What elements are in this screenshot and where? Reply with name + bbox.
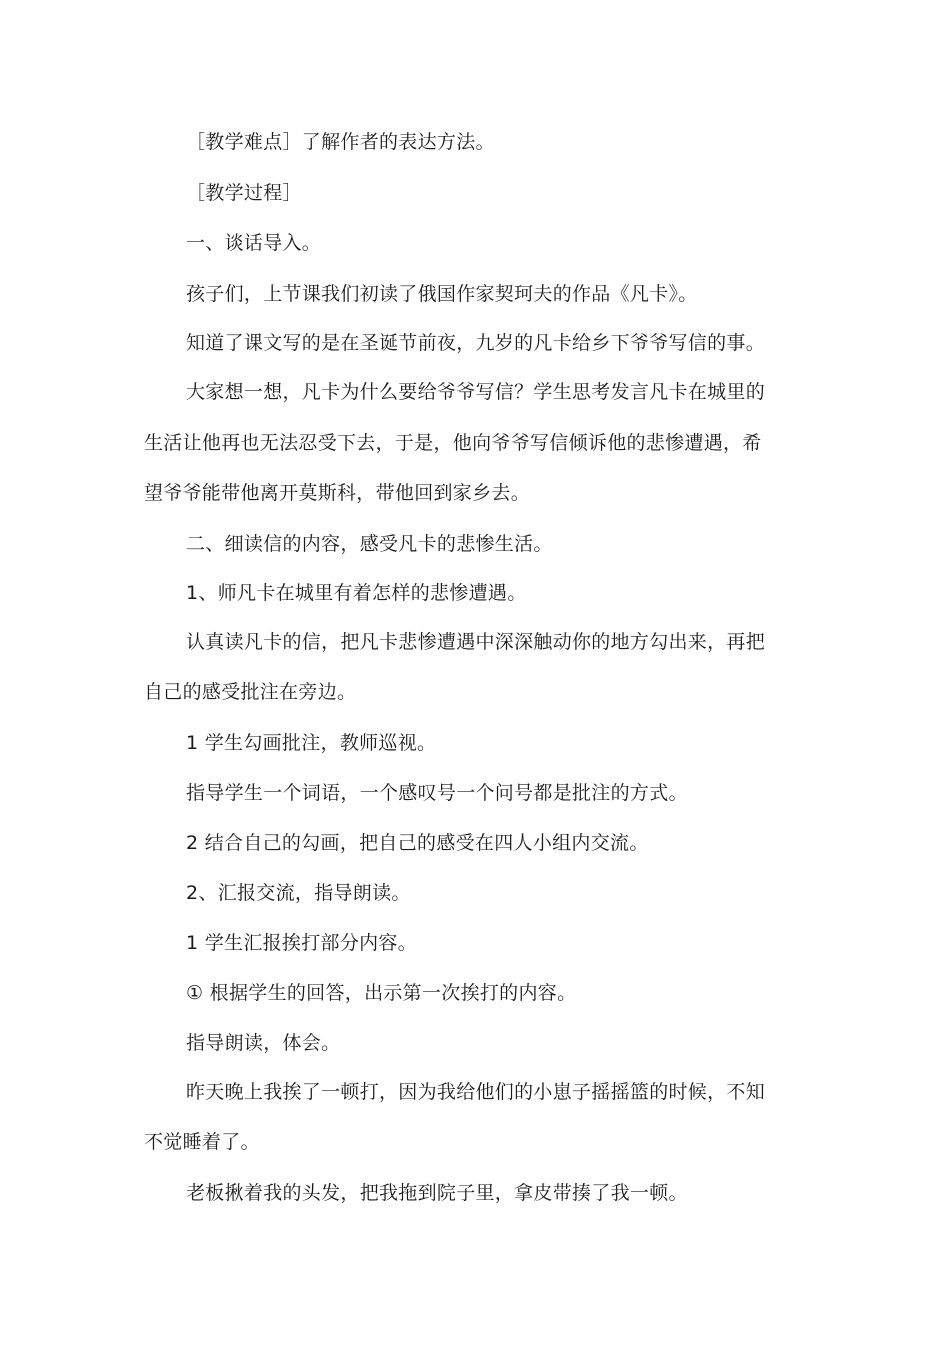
paragraph-line: 望爷爷能带他离开莫斯科，带他回到家乡去。: [144, 482, 531, 504]
text-line-teaching-process: ［教学过程］: [186, 182, 302, 204]
list-item: 2 结合自己的勾画，把自己的感受在四人小组内交流。: [186, 832, 649, 854]
paragraph-line: 认真读凡卡的信，把凡卡悲惨遭遇中深深触动你的地方勾出来，再把: [186, 631, 766, 653]
text-line-teaching-difficulty: ［教学难点］了解作者的表达方法。: [186, 131, 495, 153]
paragraph-line: 昨天晚上我挨了一顿打，因为我给他们的小崽子摇摇篮的时候，不知: [186, 1081, 766, 1103]
section-heading-introduction: 一、谈话导入。: [186, 232, 322, 254]
paragraph-line: 大家想一想，凡卡为什么要给爷爷写信？学生思考发言凡卡在城里的: [186, 381, 766, 403]
list-item: 1、师凡卡在城里有着怎样的悲惨遭遇。: [186, 582, 527, 604]
paragraph-line: 知道了课文写的是在圣诞节前夜，九岁的凡卡给乡下爷爷写信的事。: [186, 332, 766, 354]
list-item: 1 学生汇报挨打部分内容。: [186, 932, 418, 954]
list-item: 2、汇报交流，指导朗读。: [186, 882, 411, 904]
section-heading-close-reading: 二、细读信的内容，感受凡卡的悲惨生活。: [186, 533, 553, 555]
paragraph-line: 孩子们，上节课我们初读了俄国作家契珂夫的作品《凡卡》。: [186, 283, 698, 305]
list-item: 1 学生勾画批注，教师巡视。: [186, 732, 437, 754]
paragraph-line: 老板揪着我的头发，把我拖到院子里，拿皮带揍了我一顿。: [186, 1182, 688, 1204]
paragraph-line: 不觉睡着了。: [144, 1131, 260, 1153]
paragraph-line: 生活让他再也无法忍受下去，于是，他向爷爷写信倾诉他的悲惨遭遇，希: [144, 432, 762, 454]
paragraph-line: 自己的感受批注在旁边。: [144, 681, 357, 703]
paragraph-line: 指导学生一个词语，一个感叹号一个问号都是批注的方式。: [186, 782, 688, 804]
paragraph-line: 指导朗读，体会。: [186, 1032, 341, 1054]
list-item: ① 根据学生的回答，出示第一次挨打的内容。: [186, 982, 577, 1004]
